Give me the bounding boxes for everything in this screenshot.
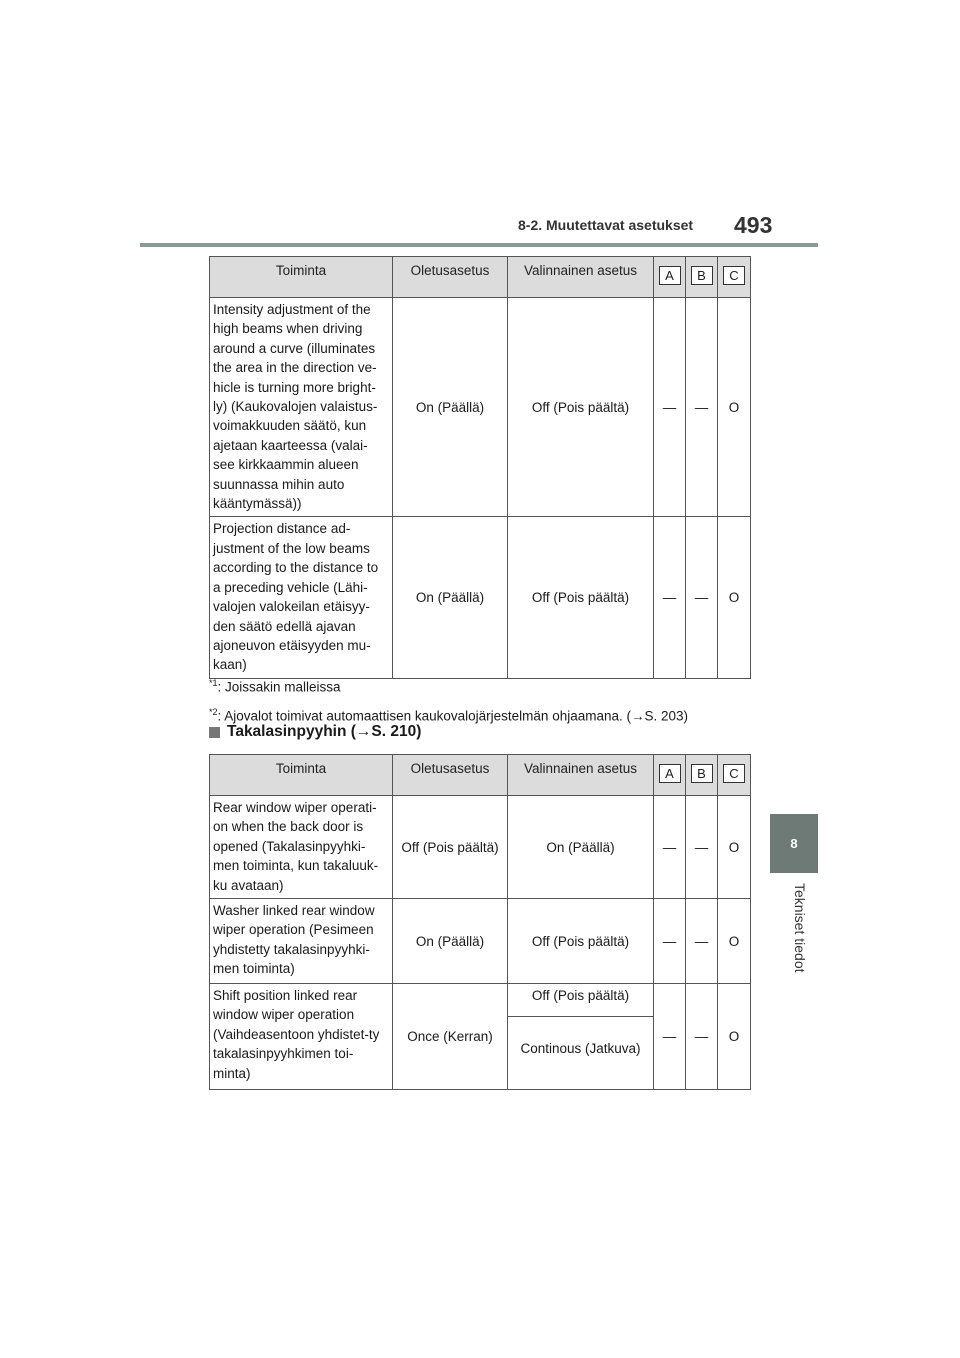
optional-cell: Continous (Jatkuva) (508, 1017, 654, 1090)
footnote-2-text: : Ajovalot toimivat automaattisen kaukovalojärjestelmän ohjaamana. (→S. 203) (217, 708, 689, 723)
page-number: 493 (734, 212, 773, 238)
table-header-row (210, 755, 751, 796)
col-a-cell: — (654, 517, 686, 678)
default-cell: Once (Kerran) (393, 984, 508, 1090)
default-cell: On (Päällä) (393, 298, 508, 517)
header-function: Toiminta (210, 755, 393, 796)
square-bullet-icon (209, 727, 220, 738)
section-title: 8-2. Muutettavat asetukset (518, 217, 694, 233)
col-b-label: B (691, 764, 713, 783)
col-a-cell: — (654, 298, 686, 517)
section-heading (209, 723, 421, 741)
col-c-cell: O (718, 899, 751, 984)
header-col-c (718, 257, 751, 298)
header-optional: Valinnainen asetus (508, 257, 654, 298)
footnote-2-mark: *2 (209, 706, 218, 717)
col-a-label: A (659, 764, 681, 783)
footnote-1-mark: *1 (209, 678, 218, 688)
default-cell: Off (Pois päältä) (393, 796, 508, 899)
col-b-cell: — (686, 298, 718, 517)
table-header-row (210, 257, 751, 298)
header-col-b (686, 257, 718, 298)
chapter-number: 8 (790, 836, 798, 851)
default-cell: On (Päällä) (393, 517, 508, 678)
function-cell: Intensity adjustment of the high beams when driving around a curve (illuminates the area in the direction ve-hicle is turning more bright-ly) (Kaukovalojen valaistus-voimakkuuden säätö, kun ajetaan kaarteessa (valai-see kirkkaammin alueen suunnassa mihin auto kääntymässä)) (210, 298, 393, 517)
function-cell: Washer linked rear window wiper operation (Pesimeen yhdistetty takalasinpyyhki-men toiminta) (210, 899, 393, 984)
footnote-1-text: : Joissakin malleissa (217, 679, 341, 695)
col-c-cell: O (718, 796, 751, 899)
col-b-cell: — (686, 796, 718, 899)
col-b-cell: — (686, 517, 718, 678)
chapter-side-label: Tekniset tiedot (792, 883, 808, 973)
chapter-tab (770, 814, 818, 873)
header-col-b (686, 755, 718, 796)
col-a-label: A (659, 266, 681, 285)
table-row (210, 298, 751, 517)
function-cell: Shift position linked rear window wiper operation (Vaihdeasentoon yhdistet-ty takalasinpyyhkimen toi-minta) (210, 984, 393, 1090)
col-a-cell: — (654, 796, 686, 899)
table-row (210, 796, 751, 899)
col-c-label: C (723, 266, 745, 285)
col-c-cell: O (718, 984, 751, 1090)
optional-cell: Off (Pois päältä) (508, 899, 654, 984)
col-c-cell: O (718, 298, 751, 517)
table-row (210, 517, 751, 678)
footnote-1 (209, 671, 688, 700)
settings-table-rear-wiper (209, 754, 751, 1090)
footnotes (209, 671, 688, 728)
settings-table-headlights (209, 256, 751, 679)
optional-cell: On (Päällä) (508, 796, 654, 899)
col-c-label: C (723, 764, 745, 783)
optional-cell: Off (Pois päältä) (508, 517, 654, 678)
table-row (210, 899, 751, 984)
col-b-label: B (691, 266, 713, 285)
header-divider (140, 243, 818, 247)
optional-cell: Off (Pois päältä) (508, 984, 654, 1017)
function-cell: Rear window wiper operati-on when the back door is opened (Takalasinpyyhki-men toiminta, kun takaluuk-ku avataan) (210, 796, 393, 899)
col-b-cell: — (686, 899, 718, 984)
section-heading-text: Takalasinpyyhin (→S. 210) (227, 723, 422, 740)
header-col-c (718, 755, 751, 796)
function-cell: Projection distance ad-justment of the low beams according to the distance to a preceding vehicle (Lähi-valojen valokeilan etäisyy-den säätö edellä ajavan ajoneuvon etäisyyden mu-kaan) (210, 517, 393, 678)
header-col-a (654, 257, 686, 298)
col-b-cell: — (686, 984, 718, 1090)
header-col-a (654, 755, 686, 796)
header-default: Oletusasetus (393, 755, 508, 796)
header-default: Oletusasetus (393, 257, 508, 298)
header-optional: Valinnainen asetus (508, 755, 654, 796)
table-row (210, 984, 751, 1017)
col-a-cell: — (654, 984, 686, 1090)
header-function: Toiminta (210, 257, 393, 298)
default-cell: On (Päällä) (393, 899, 508, 984)
col-c-cell: O (718, 517, 751, 678)
optional-cell: Off (Pois päältä) (508, 298, 654, 517)
col-a-cell: — (654, 899, 686, 984)
